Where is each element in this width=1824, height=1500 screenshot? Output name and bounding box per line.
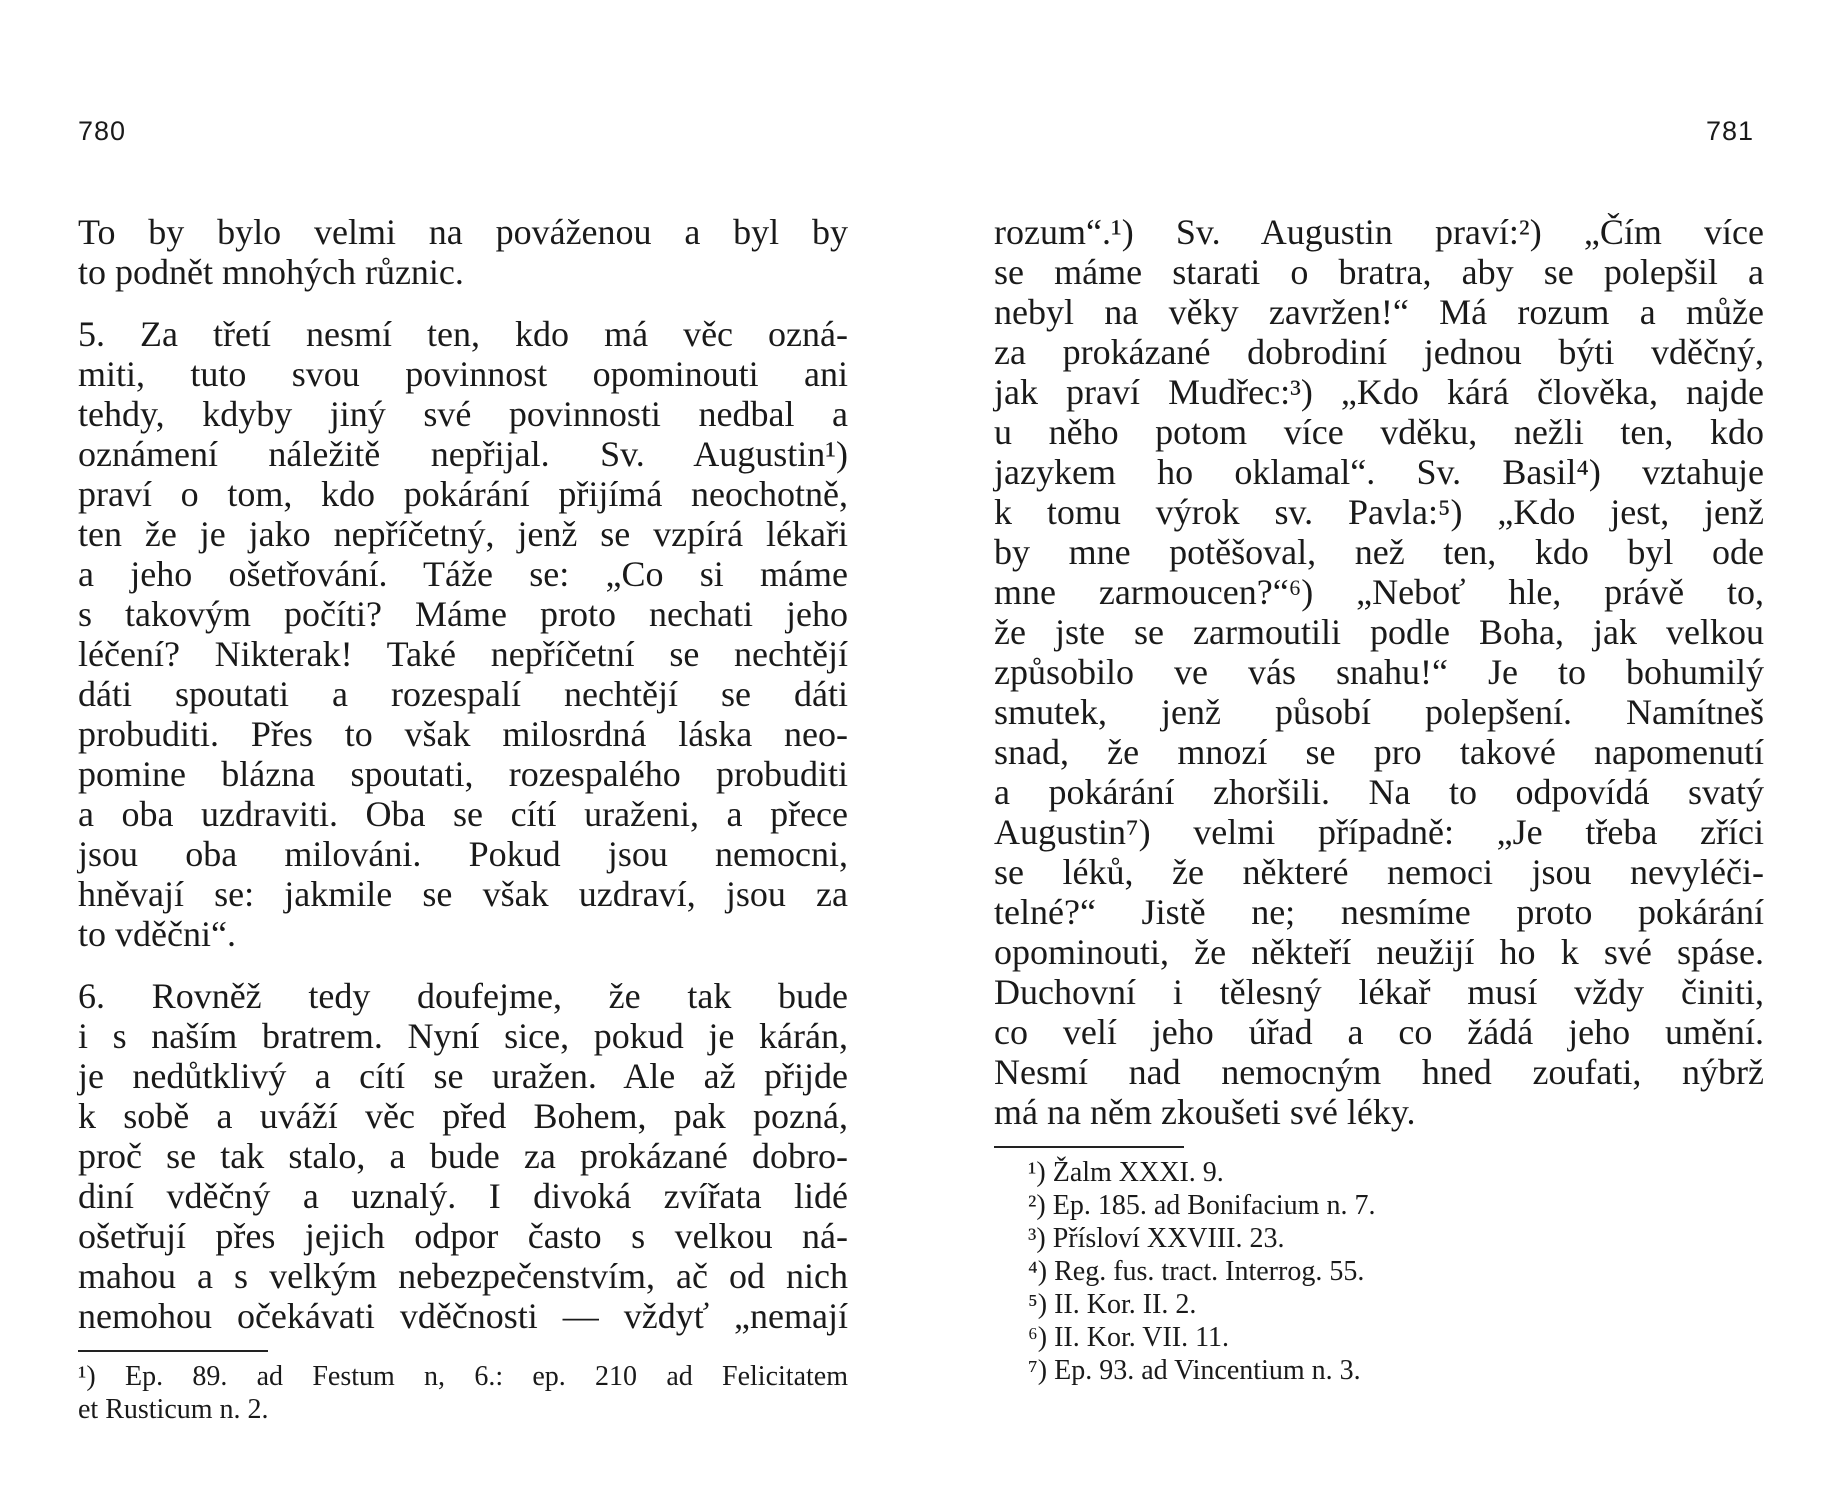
text-line: To by bylo velmi na pováženou a byl by <box>78 212 848 252</box>
footnote-line: ²) Ep. 185. ad Bonifacium n. 7. <box>1028 1190 1376 1221</box>
text-line: mne zarmoucen?“⁶) „Neboť hle, právě to, <box>994 572 1764 612</box>
footnote-rule <box>994 1146 1184 1148</box>
text-line: léčení? Nikterak! Také nepříčetní se nechtějí <box>78 634 848 674</box>
paragraph-gap <box>78 954 848 976</box>
text-line: se máme starati o bratra, aby se polepšil a <box>994 252 1764 292</box>
text-line: by mne potěšoval, než ten, kdo byl ode <box>994 532 1764 572</box>
footnotes <box>78 1360 848 1426</box>
footnote-line: ³) Přísloví XXVIII. 23. <box>1028 1223 1285 1254</box>
text-line: probuditi. Přes to však milosrdná láska neo- <box>78 714 848 754</box>
text-line: 5. Za třetí nesmí ten, kdo má věc ozná- <box>78 314 848 354</box>
text-line: rozum“.¹) Sv. Augustin praví:²) „Čím více <box>994 212 1764 252</box>
text-line: oznámení náležitě nepřijal. Sv. Augustin¹) <box>78 434 848 474</box>
text-line: mahou a s velkým nebezpečenstvím, ač od nich <box>78 1256 848 1296</box>
text-line: u něho potom více vděku, nežli ten, kdo <box>994 412 1764 452</box>
footnote-rule <box>78 1350 268 1352</box>
paragraph-gap <box>78 292 848 314</box>
text-line: Augustin⁷) velmi případně: „Je třeba zříci <box>994 812 1764 852</box>
left-page <box>78 0 848 1500</box>
text-line: nebyl na věky zavržen!“ Má rozum a může <box>994 292 1764 332</box>
footnote-line: ¹) Žalm XXXI. 9. <box>1028 1157 1224 1188</box>
footnote-line: ⁶) II. Kor. VII. 11. <box>1028 1322 1230 1353</box>
text-line: ten že je jako nepříčetný, jenž se vzpírá lékaři <box>78 514 848 554</box>
page-number: 781 <box>1705 116 1754 146</box>
text-line: za prokázané dobrodiní jednou býti vděčný, <box>994 332 1764 372</box>
text-line: s takovým počíti? Máme proto nechati jeho <box>78 594 848 634</box>
text-line: a jeho ošetřování. Táže se: „Co si máme <box>78 554 848 594</box>
text-line: dáti spoutati a rozespalí nechtějí se dáti <box>78 674 848 714</box>
text-line: a oba uzdraviti. Oba se cítí uraženi, a přece <box>78 794 848 834</box>
text-line: a pokárání zhoršili. Na to odpovídá svatý <box>994 772 1764 812</box>
text-line: Duchovní i tělesný lékař musí vždy činiti, <box>994 972 1764 1012</box>
text-line: způsobilo ve vás snahu!“ Je to bohumilý <box>994 652 1764 692</box>
text-line: telné?“ Jistě ne; nesmíme proto pokárání <box>994 892 1764 932</box>
text-line: opominouti, že někteří neužijí ho k své spáse. <box>994 932 1764 972</box>
footnote-line: ⁴) Reg. fus. tract. Interrog. 55. <box>1028 1256 1365 1287</box>
text-line: to vděčni“. <box>78 914 236 954</box>
text-line: k sobě a uváží věc před Bohem, pak pozná, <box>78 1096 848 1136</box>
text-line: 6. Rovněž tedy doufejme, že tak bude <box>78 976 848 1016</box>
text-line: má na něm zkoušeti své léky. <box>994 1092 1416 1132</box>
text-line: jak praví Mudřec:³) „Kdo kárá člověka, najde <box>994 372 1764 412</box>
text-line: k tomu výrok sv. Pavla:⁵) „Kdo jest, jenž <box>994 492 1764 532</box>
footnote-line: ¹) Ep. 89. ad Festum n, 6.: ep. 210 ad Felicitatem <box>78 1361 848 1392</box>
text-line: ošetřují přes jejich odpor často s velkou ná- <box>78 1216 848 1256</box>
text-line: je nedůtklivý a cítí se uražen. Ale až přijde <box>78 1056 848 1096</box>
text-line: diní vděčný a uznalý. I divoká zvířata lidé <box>78 1176 848 1216</box>
text-line: miti, tuto svou povinnost opominouti ani <box>78 354 848 394</box>
footnote-line: ⁵) II. Kor. II. 2. <box>1028 1289 1197 1320</box>
text-line: proč se tak stalo, a bude za prokázané dobro- <box>78 1136 848 1176</box>
text-line: i s naším bratrem. Nyní sice, pokud je kárán, <box>78 1016 848 1056</box>
text-line: že jste se zarmoutili podle Boha, jak velkou <box>994 612 1764 652</box>
text-line: co velí jeho úřad a co žádá jeho umění. <box>994 1012 1764 1052</box>
text-line: jazykem ho oklamal“. Sv. Basil⁴) vztahuje <box>994 452 1764 492</box>
text-line: nemohou očekávati vděčnosti — vždyť „nemají <box>78 1296 848 1336</box>
text-line: pomine blázna spoutati, rozespalého probuditi <box>78 754 848 794</box>
footnote-line: ⁷) Ep. 93. ad Vincentium n. 3. <box>1028 1355 1361 1386</box>
text-line: to podnět mnohých různic. <box>78 252 464 292</box>
right-page <box>994 0 1764 1500</box>
footnotes <box>1028 1156 1764 1387</box>
page-body <box>994 212 1764 1387</box>
text-line: snad, že mnozí se pro takové napomenutí <box>994 732 1764 772</box>
text-line: jsou oba milováni. Pokud jsou nemocni, <box>78 834 848 874</box>
text-line: Nesmí nad nemocným hned zoufati, nýbrž <box>994 1052 1764 1092</box>
page-body <box>78 212 848 1426</box>
text-line: tehdy, kdyby jiný své povinnosti nedbal a <box>78 394 848 434</box>
text-line: smutek, jenž působí polepšení. Namítneš <box>994 692 1764 732</box>
text-line: hněvají se: jakmile se však uzdraví, jsou za <box>78 874 848 914</box>
text-line: praví o tom, kdo pokárání přijímá neochotně, <box>78 474 848 514</box>
page-number: 780 <box>78 116 127 146</box>
text-line: se léků, že některé nemoci jsou nevyléči- <box>994 852 1764 892</box>
footnote-line: et Rusticum n. 2. <box>78 1394 269 1425</box>
